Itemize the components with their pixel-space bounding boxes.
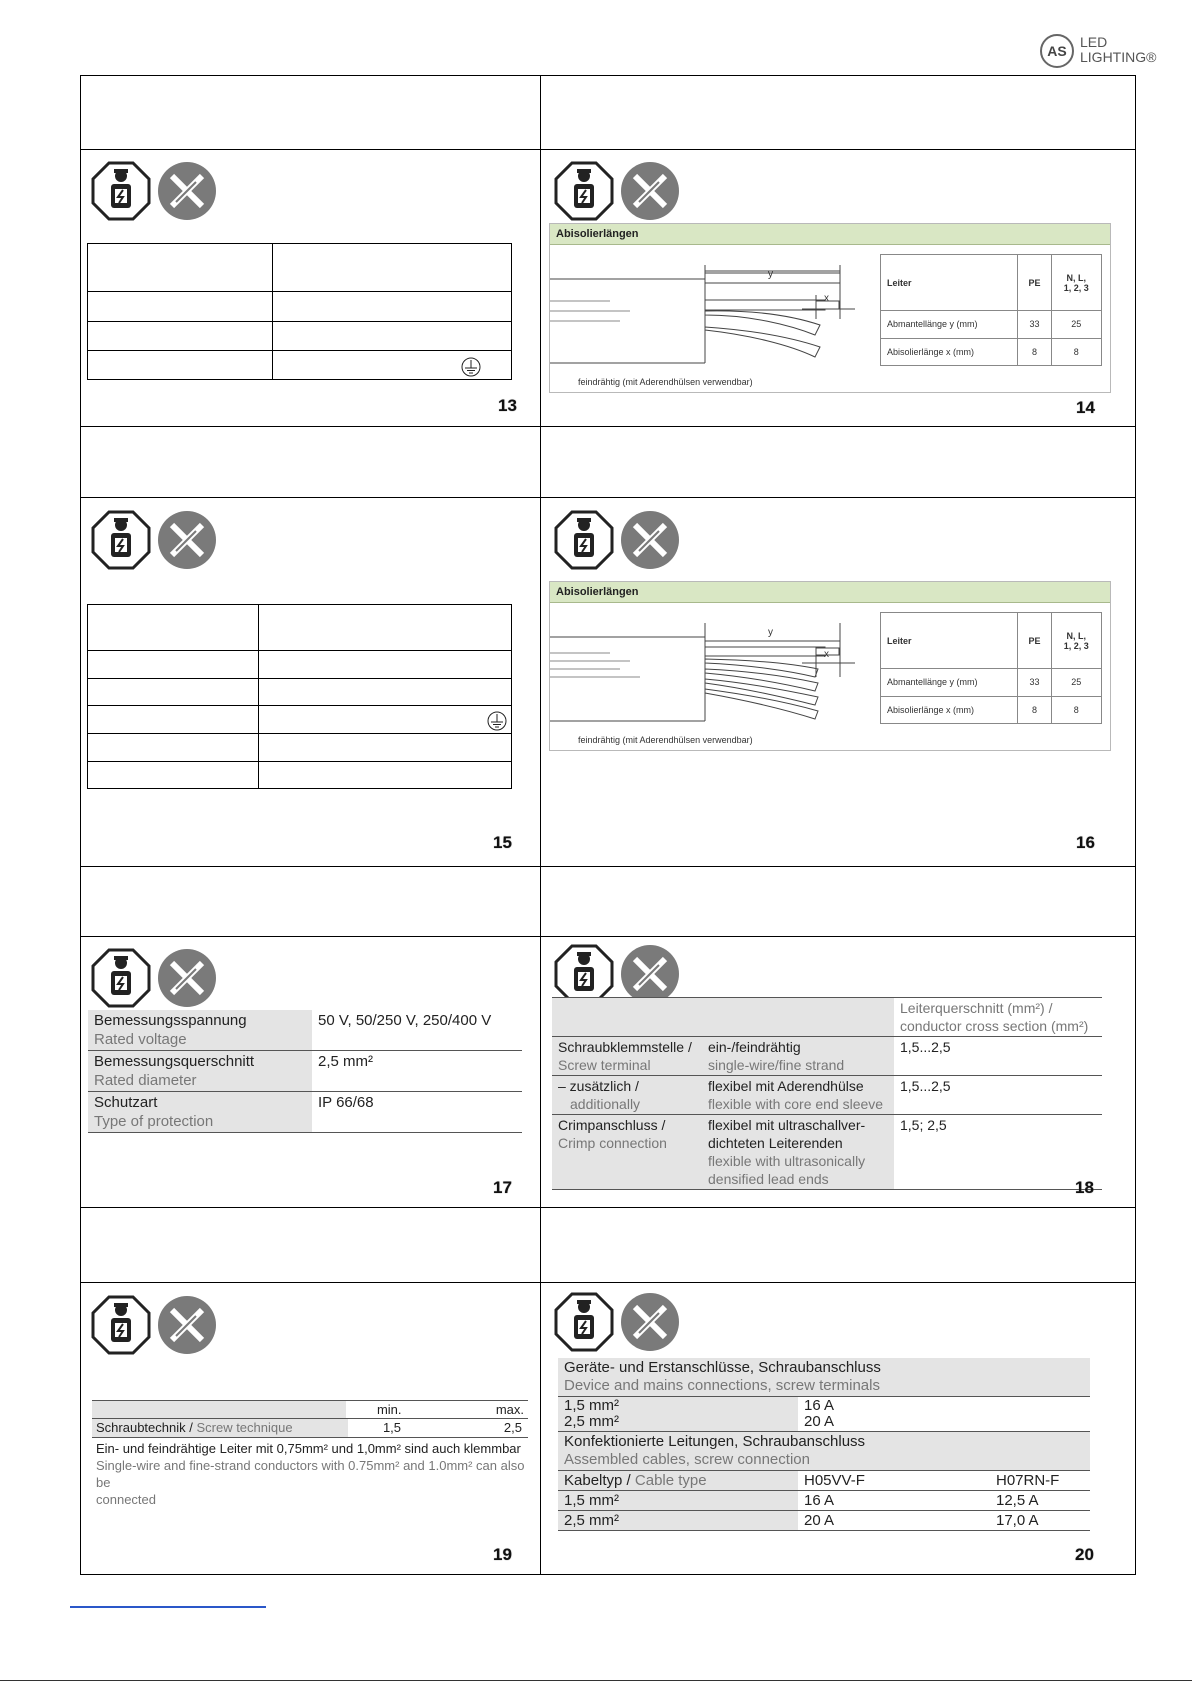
earth-ground-icon [487, 711, 507, 731]
spec-label: Bemessungsspannung Rated voltage [88, 1010, 312, 1051]
caption: feindrähtig (mit Aderendhülsen verwendbar) [578, 735, 753, 745]
footer-rule [0, 1680, 1192, 1681]
conductor-cross-section-table: Leiterquerschnitt (mm²) / conductor cross section (mm²) Schraubklemmstelle / Screw terminal ein-/feindrähtig single-wire/fine strand 1,5...2,5 – zusätzlich / additionally flexibel mit Aderendhülse flexible with core end sleeve 1,5...2,5 Crimpanschluss / Crimp connection flexibel mit ultraschallver- dichteten Leiterenden flexible with ultrasonically densified lead ends 1,5; 2,5 [552, 997, 1102, 1190]
figure-number: 17 [493, 1178, 512, 1197]
panel-title: Abisolierlängen [550, 582, 1110, 603]
screw-technique-table: min. max. Schraubtechnik / Screw technique 1,5 2,5 Ein- und feindrähtige Leiter mit 0,75mm² und 1,0mm² sind auch klemmbar Single-wire and fine-strand conductors with 0.75mm² and 1.0mm² can also be connected [92, 1400, 528, 1508]
qualified-electrician-icon [90, 160, 220, 222]
figure-number: 19 [493, 1545, 512, 1564]
company-logo [1040, 34, 1170, 70]
qualified-electrician-icon [90, 509, 220, 571]
grid-row-divider [80, 149, 1136, 150]
stripping-table: Leiter PE N, L, 1, 2, 3 Abmantellänge y (mm) 33 25 Abisolierlänge x (mm) 8 8 [880, 254, 1102, 366]
qualified-electrician-icon [553, 509, 683, 571]
no-diy-icon [158, 162, 216, 220]
qualified-electrician-icon [553, 160, 683, 222]
svg-text:x: x [824, 293, 829, 304]
footer-link[interactable] [70, 1606, 266, 1608]
grid-row-divider [80, 936, 1136, 937]
figure-number: 15 [493, 833, 512, 852]
grid-row-divider [80, 1207, 1136, 1208]
figure-number: 20 [1075, 1545, 1094, 1564]
stripping-lengths-panel-16 [549, 581, 1111, 751]
panel-title: Abisolierlängen [550, 224, 1110, 245]
grid-row-divider [80, 497, 1136, 498]
grid-row-divider [80, 426, 1136, 427]
grid-column-divider [540, 75, 541, 1575]
grid-row-divider [80, 866, 1136, 867]
wiring-table-13 [87, 243, 512, 380]
current-rating-table: Geräte- und Erstanschlüsse, Schraubanschluss Device and mains connections, screw terminals 1,5 mm² 2,5 mm² 16 A 20 A Konfektionierte Leitungen, Schraubanschluss Assembled cables, screw connection Kabeltyp / Cable type H05VV-F H07RN-F 1,5 mm² 16 A 12,5 A 2,5 mm² 20 A 17,0 A [558, 1358, 1090, 1531]
caption: feindrähtig (mit Aderendhülsen verwendbar) [578, 377, 753, 387]
stripping-table: Leiter PE N, L, 1, 2, 3 Abmantellänge y (mm) 33 25 Abisolierlänge x (mm) 8 8 [880, 612, 1102, 724]
qualified-electrician-icon [553, 943, 683, 1005]
wiring-table-15 [87, 604, 512, 789]
logo-monogram: AS [1040, 34, 1074, 68]
grid-row-divider [80, 1282, 1136, 1283]
figure-number: 18 [1075, 1178, 1094, 1197]
figure-number: 16 [1076, 833, 1095, 852]
figure-number: 13 [498, 396, 517, 415]
svg-text:y: y [768, 627, 773, 638]
svg-text:x: x [824, 649, 829, 660]
svg-text:y: y [768, 269, 773, 280]
earth-ground-icon [461, 357, 481, 377]
qualified-electrician-icon [90, 947, 220, 1009]
qualified-electrician-icon [90, 1294, 220, 1356]
figure-number: 14 [1076, 398, 1095, 417]
logo-text: LED LIGHTING® [1080, 34, 1157, 65]
cable-stripping-diagram [550, 245, 870, 391]
qualified-electrician-icon [553, 1291, 683, 1353]
rated-values-table: Bemessungsspannung Rated voltage 50 V, 50/250 V, 250/400 V Bemessungsquerschnitt Rated diameter 2,5 mm² Schutzart Type of protection IP 66/68 [88, 1010, 522, 1141]
cable-stripping-diagram [550, 603, 870, 749]
stripping-lengths-panel-14 [549, 223, 1111, 393]
